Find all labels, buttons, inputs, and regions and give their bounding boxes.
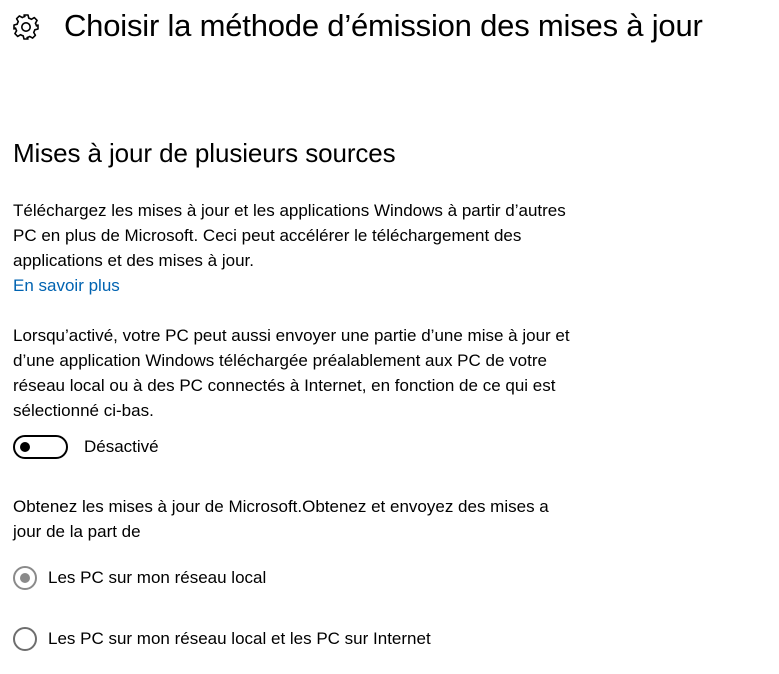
- radio-button-selected[interactable]: [13, 566, 37, 590]
- delivery-optimization-toggle[interactable]: [13, 435, 68, 459]
- delivery-optimization-toggle-row: [13, 435, 159, 459]
- learn-more-link[interactable]: En savoir plus: [13, 276, 120, 295]
- radio-button[interactable]: [13, 627, 37, 651]
- radio-option-local-network[interactable]: [13, 566, 266, 590]
- radio-label: Les PC sur mon réseau local: [48, 568, 267, 587]
- radio-label: Les PC sur mon réseau local et les PC sur Internet: [48, 629, 431, 648]
- section-title: Mises à jour de plusieurs sources: [13, 138, 396, 168]
- toggle-knob: [20, 442, 30, 452]
- source-prompt-text: Obtenez les mises à jour de Microsoft.Obtenez et envoyez des mises a jour de la part de: [13, 497, 549, 541]
- description-text: Téléchargez les mises à jour et les applications Windows à partir d’autres PC en plus de Microsoft. Ceci peut accélérer le téléchargement des applications et des mises à jour.: [13, 201, 566, 270]
- radio-option-local-and-internet[interactable]: [13, 627, 431, 651]
- radio-dot: [20, 573, 30, 583]
- toggle-state-label: Désactivé: [84, 437, 159, 456]
- page-header: [12, 8, 703, 44]
- page-title: Choisir la méthode d’émission des mises à jour: [64, 8, 703, 43]
- explanation-text: Lorsqu’activé, votre PC peut aussi envoyer une partie d’une mise à jour et d’une application Windows téléchargée préalablement aux PC de votre réseau local ou à des PC connectés à Internet, en fonction de ce qui est sélectionné ci-bas.: [13, 326, 570, 420]
- gear-icon: [12, 13, 40, 41]
